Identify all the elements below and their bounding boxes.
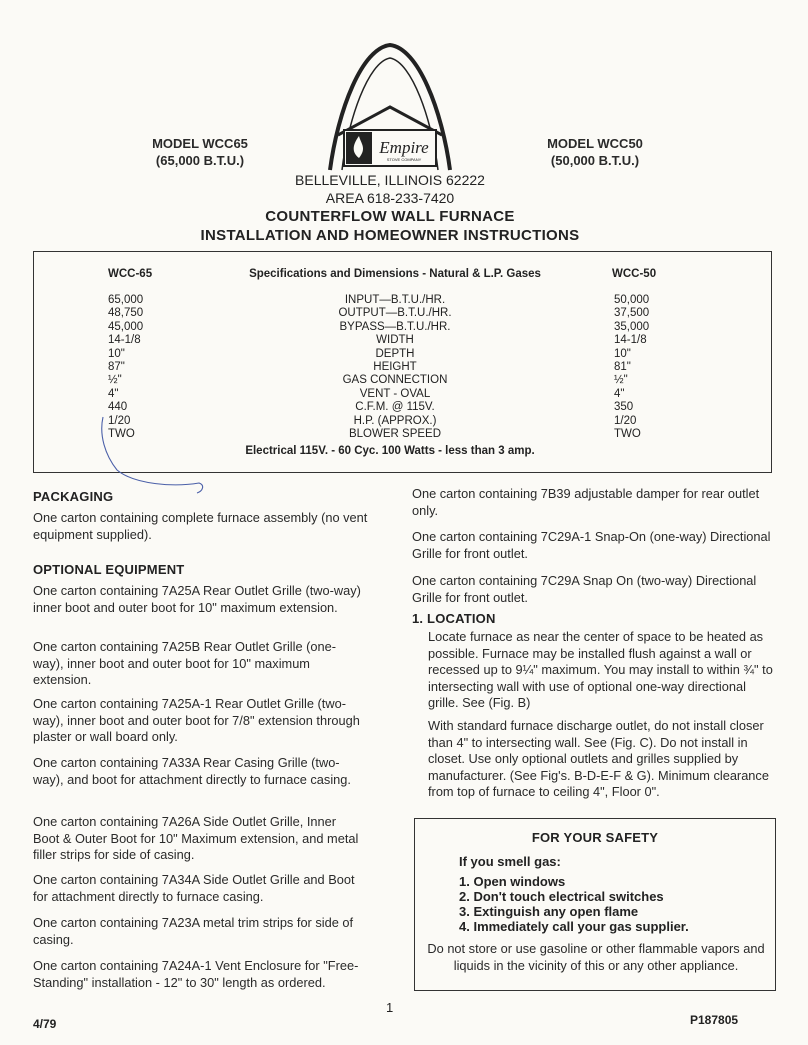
spec-cell: 4": [614, 387, 625, 400]
spec-label: H.P. (APPROX.): [353, 414, 437, 427]
right-item: One carton containing 7C29A Snap On (two-way) Directional Grille for front outlet.: [412, 573, 757, 605]
document-title: [120, 207, 660, 245]
empire-logo: [320, 40, 460, 175]
spec-cell: ½": [108, 374, 122, 387]
left-btu: (65,000 B.T.U.): [155, 153, 245, 168]
spec-left-header: WCC-65: [108, 268, 153, 280]
document-code: P187805: [690, 1013, 739, 1027]
spec-label: OUTPUT—B.T.U./HR.: [338, 307, 452, 320]
spec-cell: 350: [614, 401, 634, 414]
spec-center-header: Specifications and Dimensions - Natural & L.P. Gases: [249, 268, 541, 280]
spec-cell: TWO: [108, 428, 135, 441]
spec-cell: TWO: [614, 428, 641, 441]
spec-cell: 1/20: [108, 414, 131, 427]
right-item: One carton containing 7B39 adjustable damper for rear outlet only.: [412, 486, 760, 518]
safety-step: 4. Immediately call your gas supplier.: [459, 919, 689, 934]
left-model: MODEL WCC65: [152, 136, 248, 151]
spec-cell: 10": [108, 347, 125, 360]
spec-cell: 50,000: [614, 294, 650, 306]
right-model: MODEL WCC50: [547, 136, 643, 151]
packaging-text: One carton containing complete furnace assembly (no vent equipment supplied).: [33, 510, 368, 542]
right-btu: (50,000 B.T.U.): [550, 153, 640, 168]
spec-label: BLOWER SPEED: [348, 428, 442, 441]
pen-mark: [95, 415, 210, 495]
spec-label: WIDTH: [376, 334, 414, 347]
location-para-1: Locate furnace as near the center of space to be heated as possible. Furnace may be installed flush against a wall or recessed up to 9¼" maximum. You may install to within ¾" to intersecting wall with use of optional one-way directional grille. See (Fig. B): [428, 629, 773, 710]
spec-cell: 35,000: [614, 320, 650, 333]
phone-line: AREA 618-233-7420: [325, 190, 455, 206]
spec-cell: 10": [614, 347, 631, 360]
page-number: 1: [386, 1000, 394, 1015]
city-line: BELLEVILLE, ILLINOIS 62222: [295, 172, 485, 188]
right-item: One carton containing 7C29A-1 Snap-On (one-way) Directional Grille for front outlet.: [412, 529, 771, 561]
optional-item: One carton containing 7A34A Side Outlet Grille and Boot for attachment directly to furnace casing.: [33, 872, 355, 904]
logo-tagline: STOVE COMPANY: [386, 157, 422, 162]
address-block: [240, 171, 540, 207]
spec-cell: 81": [614, 361, 631, 374]
optional-heading: OPTIONAL EQUIPMENT: [33, 562, 185, 577]
spec-cell: 48,750: [108, 307, 144, 320]
footer-date: 4/79: [33, 1017, 57, 1031]
spec-label: DEPTH: [375, 347, 415, 360]
spec-right-header: WCC-50: [612, 268, 657, 280]
spec-cell: 1/20: [614, 414, 637, 427]
safety-warning: Do not store or use gasoline or other flammable vapors and liquids in the vicinity of this or any other appliance.: [427, 941, 765, 973]
right-model-block: [515, 135, 675, 169]
spec-label: VENT - OVAL: [359, 387, 431, 400]
spec-label: C.F.M. @ 115V.: [355, 401, 435, 414]
spec-cell: ½": [614, 374, 628, 387]
safety-step: 2. Don't touch electrical switches: [459, 889, 664, 904]
location-heading: 1. LOCATION: [412, 611, 496, 626]
optional-item: One carton containing 7A23A metal trim strips for side of casing.: [33, 915, 354, 947]
optional-item: One carton containing 7A26A Side Outlet Grille, Inner Boot & Outer Boot for 10" Maximum extension, and metal filler strips for side of casing.: [33, 814, 359, 862]
spec-label: HEIGHT: [373, 361, 417, 374]
safety-subheading: If you smell gas:: [459, 854, 561, 869]
title-line-1: COUNTERFLOW WALL FURNACE: [265, 208, 515, 225]
optional-item: One carton containing 7A25B Rear Outlet Grille (one-way), inner boot and outer boot for 10" maximum extension.: [33, 639, 337, 687]
safety-step: 3. Extinguish any open flame: [459, 904, 639, 919]
spec-label: INPUT—B.T.U./HR.: [344, 294, 446, 306]
spec-label-column: [295, 294, 495, 441]
electrical-note: Electrical 115V. - 60 Cyc. 100 Watts - less than 3 amp.: [245, 445, 535, 457]
optional-item: One carton containing 7A24A-1 Vent Enclosure for "Free-Standing" installation - 12" to 30" length as ordered.: [33, 958, 359, 990]
title-line-2: INSTALLATION AND HOMEOWNER INSTRUCTIONS: [200, 227, 580, 244]
safety-heading: FOR YOUR SAFETY: [531, 830, 659, 845]
spec-label: GAS CONNECTION: [342, 374, 448, 387]
safety-step: 1. Open windows: [459, 874, 566, 889]
spec-cell: 14-1/8: [614, 334, 647, 347]
spec-cell: 14-1/8: [108, 334, 141, 347]
optional-item: One carton containing 7A25A-1 Rear Outlet Grille (two-way), inner boot and outer boot for 7/8" extension through plaster or wall board only.: [33, 696, 360, 744]
spec-cell: 4": [108, 387, 119, 400]
spec-right-column: [614, 294, 649, 441]
spec-cell: 37,500: [614, 307, 650, 320]
logo-brand: Empire: [379, 138, 429, 157]
spec-cell: 65,000: [108, 294, 144, 306]
packaging-heading: PACKAGING: [33, 489, 114, 504]
safety-steps: [459, 874, 689, 934]
spec-label: BYPASS—B.T.U./HR.: [339, 320, 451, 333]
spec-cell: 87": [108, 361, 125, 374]
spec-cell: 45,000: [108, 320, 144, 333]
optional-item: One carton containing 7A25A Rear Outlet Grille (two-way) inner boot and outer boot for 10" maximum extension.: [33, 583, 361, 615]
optional-item: One carton containing 7A33A Rear Casing Grille (two-way), and boot for attachment directly to furnace casing.: [33, 755, 351, 787]
spec-cell: 440: [108, 401, 128, 414]
left-model-block: [120, 135, 280, 169]
location-para-2: With standard furnace discharge outlet, do not install closer than 4" to intersecting wall. See (Fig. C). Do not install in closet. Use only optional outlets and grilles supplied by manufacturer. (See Fig's. B-D-E-F & G). Minimum clearance from top of furnace to ceiling 4", Floor 0".: [428, 718, 769, 799]
